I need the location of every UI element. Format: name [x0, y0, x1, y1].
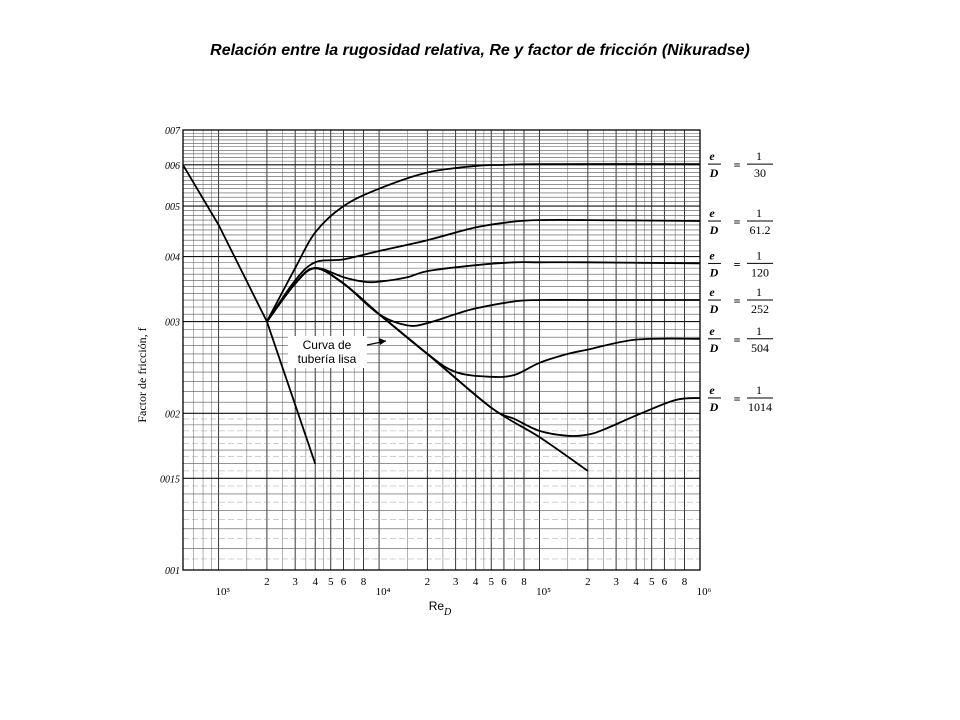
y-tick-label: 006	[165, 160, 180, 172]
plot-frame	[183, 130, 700, 570]
ratio-label	[708, 285, 773, 316]
ratio-e-text: e	[709, 323, 715, 338]
ratio-d-text: D	[709, 399, 719, 414]
y-tick-label: 005	[165, 202, 180, 214]
annotation-arrowhead	[379, 338, 386, 345]
ratio-label	[708, 383, 773, 414]
x-tick-label: 3	[613, 576, 619, 588]
ratio-label	[708, 324, 773, 355]
y-tick-label: 007	[165, 126, 180, 137]
x-tick-label: 6	[340, 576, 347, 588]
ratio-numerator: 1	[756, 323, 762, 338]
x-tick-label: 8	[521, 576, 527, 588]
ratio-e-text: e	[709, 206, 715, 221]
ratio-denominator: 61.2	[749, 223, 771, 238]
ratio-d-text: D	[709, 302, 719, 317]
x-tick-label: 10⁴	[375, 586, 391, 598]
y-tick-label: 004	[165, 252, 180, 264]
grid	[183, 130, 700, 570]
x-tick-label: 8	[681, 576, 688, 588]
series-line-2	[267, 164, 700, 322]
ratio-d-text: D	[709, 265, 719, 280]
y-tick-label: 0015	[160, 474, 180, 486]
x-tick-label: 2	[585, 576, 591, 588]
series-line-4	[267, 262, 700, 322]
ratio-d-text: D	[709, 223, 719, 238]
x-tick-label: 10³	[215, 586, 230, 598]
ratio-equals: =	[733, 294, 741, 309]
ratio-numerator: 1	[756, 248, 762, 263]
x-axis-label: $Re_D$	[428, 599, 452, 618]
ratio-e-text: e	[709, 285, 715, 300]
ratio-numerator: 1	[756, 285, 762, 300]
ratio-equals: =	[733, 215, 741, 230]
ratio-e-text: e	[709, 382, 715, 397]
ratio-label	[708, 248, 773, 279]
x-tick-label: 10⁶	[696, 586, 712, 598]
x-tick-label: 2	[264, 576, 270, 588]
series-line-5	[267, 268, 700, 326]
ratio-d-text: D	[709, 166, 719, 181]
x-tick-label: 4	[633, 576, 639, 588]
ratio-denominator: 504	[751, 340, 769, 355]
ratio-equals: =	[733, 332, 741, 347]
x-tick-label: 3	[292, 576, 298, 588]
chart-title: Relación entre la rugosidad relativa, Re y factor de fricción (Nikuradse)	[210, 42, 750, 59]
ratio-label	[708, 206, 773, 237]
smooth-pipe-annotation	[288, 336, 386, 368]
x-tick-label: 5	[488, 576, 494, 588]
ratio-d-text: D	[709, 340, 719, 355]
ratio-e-text: e	[709, 149, 715, 164]
x-tick-label: 5	[328, 576, 334, 588]
ratio-e-text: e	[709, 248, 715, 263]
y-tick-label: 001	[165, 566, 180, 577]
x-tick-label: 6	[661, 576, 668, 588]
x-tick-label: 3	[452, 576, 459, 588]
ratio-denominator: 252	[751, 302, 769, 317]
x-tick-label: 2	[424, 576, 431, 588]
x-tick-label: 6	[501, 576, 507, 588]
y-tick-label: 003	[165, 317, 180, 329]
ratio-label	[708, 149, 773, 180]
ratio-denominator: 1014	[748, 399, 772, 414]
x-tick-label: 8	[360, 576, 367, 588]
ratio-equals: =	[733, 391, 741, 406]
x-tick-label: 4	[312, 576, 318, 588]
ratio-equals: =	[733, 158, 741, 173]
x-tick-label: 10⁵	[536, 586, 551, 598]
ratio-denominator: 120	[751, 265, 769, 280]
x-tick-label: 4	[472, 576, 479, 588]
ratio-numerator: 1	[756, 206, 762, 221]
y-tick-label: 002	[165, 409, 180, 421]
x-tick-label: 5	[648, 576, 655, 588]
y-axis-label: Factor de fricción, f	[135, 327, 149, 423]
ratio-denominator: 30	[754, 166, 766, 181]
annotation-line-1: Curva de	[302, 338, 352, 352]
annotation-line-2: tubería lisa	[297, 352, 357, 366]
ratio-equals: =	[733, 257, 741, 272]
ratio-numerator: 1	[756, 382, 762, 397]
ratio-numerator: 1	[756, 149, 762, 164]
